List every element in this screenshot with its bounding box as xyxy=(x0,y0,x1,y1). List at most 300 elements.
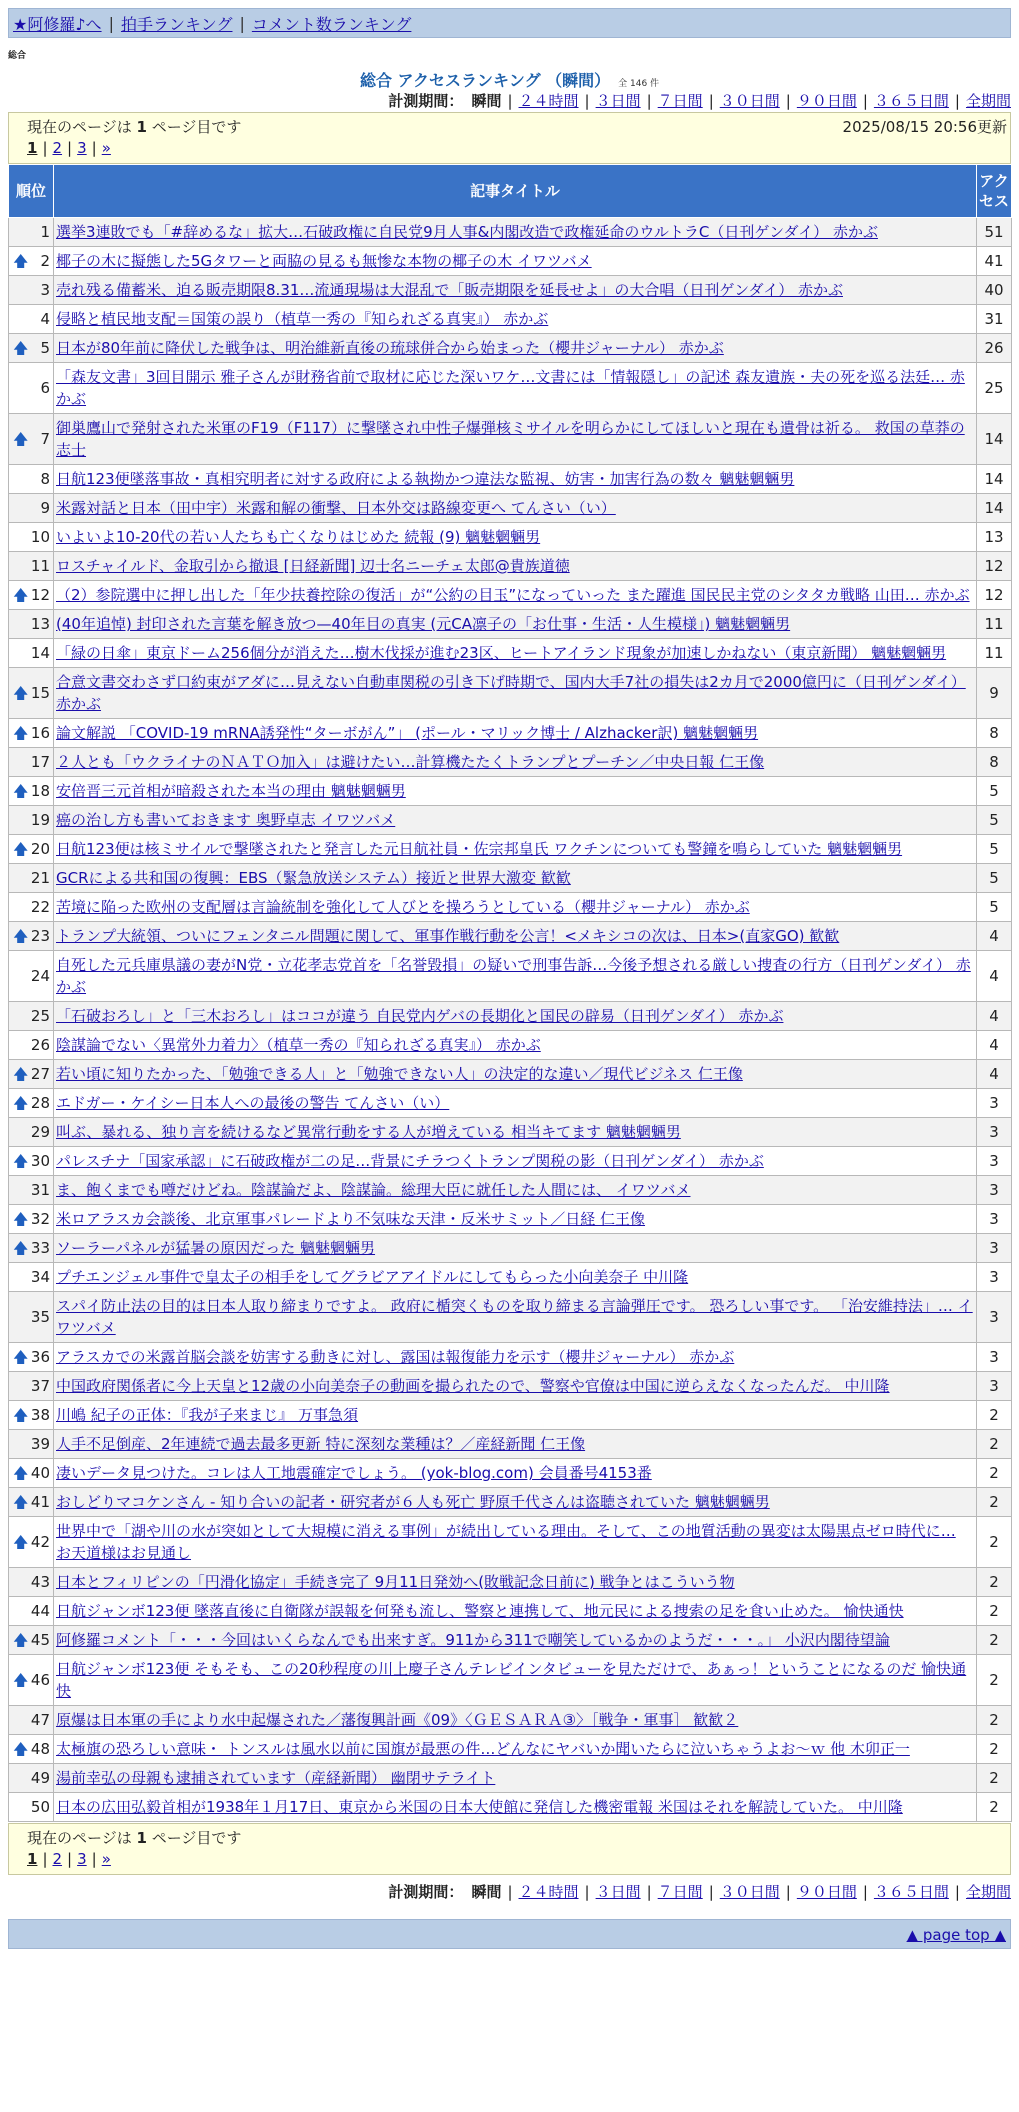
rank-cell xyxy=(9,334,54,363)
access-count: 41 xyxy=(977,247,1012,276)
rank-up-icon: 🡅 xyxy=(13,724,29,742)
access-count: 5 xyxy=(977,777,1012,806)
rank-number: 48 xyxy=(30,1740,50,1758)
table-row xyxy=(9,305,1012,334)
rank-up-icon: 🡅 xyxy=(13,1094,29,1112)
pager-current: 1 xyxy=(27,139,38,157)
rank-cell xyxy=(9,1205,54,1234)
rank-number: 6 xyxy=(40,379,50,397)
access-count: 3 xyxy=(977,1292,1012,1343)
rank-number: 9 xyxy=(40,499,50,517)
access-count: 2 xyxy=(977,1430,1012,1459)
access-count: 3 xyxy=(977,1372,1012,1401)
article-link[interactable]: トランプ大統領、ついにフェンタニル問題に関して、軍事作戦行動を公言！<メキシコの次は、日本>(直家GO) 歓歓 xyxy=(56,927,840,945)
article-link[interactable]: 湯前幸弘の母親も逮捕されています（産経新聞） 幽閉サテライト xyxy=(56,1769,496,1787)
rank-cell xyxy=(9,1147,54,1176)
rank-cell xyxy=(9,1764,54,1793)
title-cell xyxy=(54,1147,977,1176)
table-row xyxy=(9,1488,1012,1517)
period-link[interactable]: ２４時間 xyxy=(518,1883,579,1901)
rank-cell xyxy=(9,951,54,1002)
table-row xyxy=(9,610,1012,639)
article-link[interactable]: スパイ防止法の目的は日本人取り締まりですよ。 政府に楯突くものを取り締まる言論弾圧です。 恐ろしい事です。 「治安維持法」… イワツバメ xyxy=(56,1297,973,1337)
rank-number: 20 xyxy=(30,840,50,858)
rank-number: 11 xyxy=(30,557,50,575)
access-count: 2 xyxy=(977,1597,1012,1626)
rank-up-icon: 🡅 xyxy=(13,1740,29,1758)
table-row xyxy=(9,1176,1012,1205)
table-row xyxy=(9,1118,1012,1147)
rank-number: 2 xyxy=(40,252,50,270)
article-link[interactable]: おしどりマコケンさん - 知り合いの記者・研究者が６人も死亡 野原千代さんは盗聴されていた 魑魅魍魎男 xyxy=(56,1493,770,1511)
access-count: 3 xyxy=(977,1089,1012,1118)
rank-number: 34 xyxy=(30,1268,50,1286)
title-cell xyxy=(54,1430,977,1459)
access-count: 5 xyxy=(977,893,1012,922)
access-count: 8 xyxy=(977,719,1012,748)
period-link[interactable]: 全期間 xyxy=(965,1883,1011,1901)
period-link[interactable]: ７日間 xyxy=(657,92,703,110)
access-count: 2 xyxy=(977,1735,1012,1764)
title-cell xyxy=(54,777,977,806)
article-link[interactable]: 選挙3連敗でも「#辞めるな」拡大…石破政権に自民党9月人事&内閣改造で政権延命のウルトラC（日刊ゲンダイ） 赤かぶ xyxy=(56,223,878,241)
table-row xyxy=(9,864,1012,893)
article-link[interactable]: エドガー・ケイシー日本人への最後の警告 てんさい（い） xyxy=(56,1094,450,1112)
rank-number: 33 xyxy=(30,1239,50,1257)
access-count: 2 xyxy=(977,1626,1012,1655)
table-row xyxy=(9,494,1012,523)
period-current: 瞬間 xyxy=(471,92,502,110)
rank-up-icon: 🡅 xyxy=(13,684,29,702)
article-link[interactable]: 人手不足倒産、2年連続で過去最多更新 特に深刻な業種は？／産経新聞 仁王像 xyxy=(56,1435,586,1453)
article-link[interactable]: ソーラーパネルが猛暑の原因だった 魑魅魍魎男 xyxy=(56,1239,376,1257)
access-count: 3 xyxy=(977,1176,1012,1205)
access-count: 3 xyxy=(977,1234,1012,1263)
table-row xyxy=(9,639,1012,668)
rank-up-icon: 🡅 xyxy=(13,1406,29,1424)
article-link[interactable]: アラスカでの米露首脳会談を妨害する動きに対し、露国は報復能力を示す（櫻井ジャーナル） 赤かぶ xyxy=(56,1348,735,1366)
rank-cell xyxy=(9,494,54,523)
article-link[interactable]: 椰子の木に擬態した5Gタワーと両脇の見るも無惨な本物の椰子の木 イワツバメ xyxy=(56,252,592,270)
article-link[interactable]: 日航ジャンボ123便 そもそも、この20秒程度の川上慶子さんテレビインタビューを見ただけで、あぁっ！ということになるのだ 愉快通快 xyxy=(56,1660,967,1700)
period-selector-bottom: 計測期間： 瞬間 | ２４時間 | ３日間 | ７日間 | ３０日間 | ９０日間 | ３６５日間 | 全期間 xyxy=(388,1883,1011,1901)
article-link[interactable]: 自死した元兵庫県議の妻がN党・立花孝志党首を「名誉毀損」の疑いで刑事告訴…今後予想される厳しい捜査の行方（日刊ゲンダイ） 赤かぶ xyxy=(56,956,971,996)
rank-cell xyxy=(9,1343,54,1372)
article-link[interactable]: 日航123便は核ミサイルで撃墜されたと発言した元日航社員・佐宗邦皇氏 ワクチンについても警鐘を鳴らしていた 魑魅魍魎男 xyxy=(56,840,903,858)
article-link[interactable]: 日航123便墜落事故・真相究明者に対する政府による執拗かつ違法な監視、妨害・加害行為の数々 魑魅魍魎男 xyxy=(56,470,795,488)
title-cell xyxy=(54,1372,977,1401)
article-link[interactable]: 御巣鷹山で発射された米軍のF19（F117）に撃墜され中性子爆弾核ミサイルを明らかにしてほしいと現在も遺骨は祈る。 救国の草莽の志士 xyxy=(56,419,965,459)
access-count: 3 xyxy=(977,1147,1012,1176)
period-link[interactable]: 全期間 xyxy=(965,92,1011,110)
rank-number: 29 xyxy=(30,1123,50,1141)
rank-cell xyxy=(9,1735,54,1764)
article-link[interactable]: 売れ残る備蓄米、迫る販売期限8.31…流通現場は大混乱で「販売期限を延長せよ」の大合唱（日刊ゲンダイ） 赤かぶ xyxy=(56,281,843,299)
rank-cell xyxy=(9,305,54,334)
rank-cell xyxy=(9,247,54,276)
article-link[interactable]: ロスチャイルド、金取引から撤退 [日経新聞] 辺士名ニーチェ太郎@貴族道徳 xyxy=(56,557,570,575)
rank-number: 19 xyxy=(30,811,50,829)
article-link[interactable]: 日本とフィリピンの「円滑化協定」手続き完了 9月11日発効へ(敗戦記念日前に) 戦争とはこういう物 xyxy=(56,1573,735,1591)
table-row xyxy=(9,1401,1012,1430)
rank-number: 3 xyxy=(40,281,50,299)
table-row xyxy=(9,806,1012,835)
title-cell xyxy=(54,1343,977,1372)
period-current-bottom: 瞬間 xyxy=(471,1883,502,1901)
table-row xyxy=(9,922,1012,951)
article-link[interactable]: 侵略と植民地支配＝国策の誤り（植草一秀の『知られざる真実』） 赤かぶ xyxy=(56,310,549,328)
top-nav-bar: ★阿修羅♪へ | 拍手ランキング | コメント数ランキング xyxy=(8,8,1011,38)
table-row xyxy=(9,748,1012,777)
title-cell xyxy=(54,748,977,777)
title-cell xyxy=(54,1089,977,1118)
title-cell xyxy=(54,1002,977,1031)
period-link[interactable]: ３６５日間 xyxy=(873,1883,949,1901)
table-row xyxy=(9,1517,1012,1568)
rank-cell xyxy=(9,610,54,639)
rank-number: 44 xyxy=(30,1602,50,1620)
rank-cell xyxy=(9,1706,54,1735)
period-link[interactable]: ２４時間 xyxy=(518,92,579,110)
rank-up-icon: 🡅 xyxy=(13,586,29,604)
title-cell xyxy=(54,276,977,305)
column-header-access: アクセス xyxy=(977,165,1012,218)
page-title-text: 総合 アクセスランキング （瞬間） xyxy=(359,71,611,90)
access-count: 2 xyxy=(977,1517,1012,1568)
rank-cell xyxy=(9,1031,54,1060)
article-link[interactable]: 安倍晋三元首相が暗殺された本当の理由 魑魅魍魎男 xyxy=(56,782,406,800)
rank-cell xyxy=(9,1517,54,1568)
table-row xyxy=(9,1372,1012,1401)
column-header-title: 記事タイトル xyxy=(54,165,977,218)
access-count: 2 xyxy=(977,1568,1012,1597)
title-cell xyxy=(54,1793,977,1822)
title-cell xyxy=(54,719,977,748)
article-link[interactable]: 世界中で「湖や川の水が突如として大規模に消える事例」が続出している理由。そして、この地質活動の異変は太陽黒点ゼロ時代に… お天道様はお見通し xyxy=(56,1522,956,1562)
table-row xyxy=(9,835,1012,864)
rank-up-icon: 🡅 xyxy=(13,252,29,270)
access-count: 3 xyxy=(977,1118,1012,1147)
access-count: 8 xyxy=(977,748,1012,777)
title-cell xyxy=(54,218,977,247)
article-link[interactable]: プチエンジェル事件で皇太子の相手をしてグラビアアイドルにしてもらった小向美奈子 中川隆 xyxy=(56,1268,689,1286)
footer-bar xyxy=(8,1919,1011,1949)
current-page-text-bottom: 現在のページは 1 ページ目です xyxy=(27,1829,242,1847)
page-top-link[interactable]: ▲ page top ▲ xyxy=(906,1926,1006,1944)
access-count: 4 xyxy=(977,1002,1012,1031)
rank-number: 27 xyxy=(30,1065,50,1083)
access-count: 2 xyxy=(977,1459,1012,1488)
title-cell xyxy=(54,1568,977,1597)
period-link[interactable]: ３日間 xyxy=(595,92,641,110)
rank-up-icon: 🡅 xyxy=(13,1533,29,1551)
table-row xyxy=(9,1147,1012,1176)
table-row xyxy=(9,777,1012,806)
title-cell xyxy=(54,1263,977,1292)
title-cell xyxy=(54,1401,977,1430)
access-count: 31 xyxy=(977,305,1012,334)
rank-cell xyxy=(9,922,54,951)
access-count: 2 xyxy=(977,1401,1012,1430)
rank-up-icon: 🡅 xyxy=(13,1348,29,1366)
rank-up-icon: 🡅 xyxy=(13,1210,29,1228)
table-row xyxy=(9,1060,1012,1089)
title-cell xyxy=(54,1517,977,1568)
pager: 1 | 2 | 3 | » xyxy=(27,139,111,157)
table-row xyxy=(9,1430,1012,1459)
article-link[interactable]: 若い頃に知りたかった、「勉強できる人」と「勉強できない人」の決定的な違い／現代ビジネス 仁王像 xyxy=(56,1065,743,1083)
title-cell xyxy=(54,1459,977,1488)
rank-number: 10 xyxy=(30,528,50,546)
title-cell xyxy=(54,864,977,893)
period-link[interactable]: ７日間 xyxy=(657,1883,703,1901)
period-label-bottom: 計測期間： xyxy=(388,1883,464,1901)
rank-cell xyxy=(9,719,54,748)
rank-number: 7 xyxy=(40,430,50,448)
article-link[interactable]: パレスチナ「国家承認」に石破政権が二の足…背景にチラつくトランプ関税の影（日刊ゲンダイ） 赤かぶ xyxy=(56,1152,764,1170)
title-cell xyxy=(54,639,977,668)
rank-number: 8 xyxy=(40,470,50,488)
access-count: 11 xyxy=(977,610,1012,639)
rank-up-icon: 🡅 xyxy=(13,927,29,945)
article-link[interactable]: 「石破おろし」と「三木おろし」はココが違う 自民党内ゲバの長期化と国民の辟易（日刊ゲンダイ） 赤かぶ xyxy=(56,1007,784,1025)
access-count: 3 xyxy=(977,1205,1012,1234)
table-row xyxy=(9,668,1012,719)
access-count: 4 xyxy=(977,922,1012,951)
rank-cell xyxy=(9,1401,54,1430)
period-link[interactable]: ３日間 xyxy=(595,1883,641,1901)
access-count: 9 xyxy=(977,668,1012,719)
title-cell xyxy=(54,1234,977,1263)
rank-cell xyxy=(9,581,54,610)
article-link[interactable]: （2）参院選中に押し出した「年少扶養控除の復活」が“公約の目玉”になっていった また躍進 国民民主党のシタタカ戦略 山田… 赤かぶ xyxy=(56,586,970,604)
comment-ranking-link[interactable]: コメント数ランキング xyxy=(251,14,412,34)
access-count: 14 xyxy=(977,414,1012,465)
article-link[interactable]: 日本が80年前に降伏した戦争は、明治維新直後の琉球併合から始まった（櫻井ジャーナル） 赤かぶ xyxy=(56,339,724,357)
access-count: 51 xyxy=(977,218,1012,247)
rank-number: 24 xyxy=(30,967,50,985)
period-link[interactable]: ３６５日間 xyxy=(873,92,949,110)
article-link[interactable]: 日本の広田弘毅首相が1938年１月17日、東京から米国の日本大使館に発信した機密電報 米国はそれを解読していた。 中川隆 xyxy=(56,1798,903,1816)
title-cell xyxy=(54,1488,977,1517)
clap-ranking-link[interactable]: 拍手ランキング xyxy=(120,14,233,34)
rank-cell xyxy=(9,1060,54,1089)
article-link[interactable]: ま、飽くまでも噂だけどね。陰謀論だよ、陰謀論。総理大臣に就任した人間には、 イワツバメ xyxy=(56,1181,691,1199)
title-cell xyxy=(54,414,977,465)
title-cell xyxy=(54,922,977,951)
access-count: 2 xyxy=(977,1706,1012,1735)
rank-cell xyxy=(9,218,54,247)
rank-up-icon: 🡅 xyxy=(13,1671,29,1689)
page xyxy=(8,8,1011,1949)
rank-cell xyxy=(9,893,54,922)
article-link[interactable]: 論文解説 「COVID-19 mRNA誘発性“ターボがん”」 (ポール・マリック博士 / Alzhacker訳) 魑魅魍魎男 xyxy=(56,724,759,742)
rank-up-icon: 🡅 xyxy=(13,339,29,357)
title-cell xyxy=(54,1706,977,1735)
table-row xyxy=(9,1002,1012,1031)
rank-up-icon: 🡅 xyxy=(13,1152,29,1170)
table-row xyxy=(9,1031,1012,1060)
article-link[interactable]: 日航ジャンボ123便 墜落直後に自衛隊が誤報を何発も流し、警察と連携して、地元民による捜索の足を食い止めた。 愉快通快 xyxy=(56,1602,904,1620)
pager-next[interactable]: » xyxy=(101,1850,111,1868)
table-row xyxy=(9,465,1012,494)
access-count: 14 xyxy=(977,494,1012,523)
table-row xyxy=(9,1793,1012,1822)
article-link[interactable]: 癌の治し方も書いておきます 奥野卓志 イワツバメ xyxy=(56,811,396,829)
rank-up-icon: 🡅 xyxy=(13,782,29,800)
period-link[interactable]: ９０日間 xyxy=(796,92,857,110)
rank-cell xyxy=(9,1568,54,1597)
rank-cell xyxy=(9,1118,54,1147)
article-link[interactable]: 太極旗の恐ろしい意味・ トンスルは風水以前に国旗が最悪の件…どんなにヤバいか聞いたらに泣いちゃうよお～ｗ 他 木卯正一 xyxy=(56,1740,910,1758)
rank-up-icon: 🡅 xyxy=(13,430,29,448)
table-row xyxy=(9,719,1012,748)
article-link[interactable]: 米ロアラスカ会談後、北京軍事パレードより不気味な天津・反米サミット／日経 仁王像 xyxy=(56,1210,646,1228)
article-link[interactable]: 川嶋 紀子の正体：『我が子来まじ』 万事急須 xyxy=(56,1406,359,1424)
rank-up-icon: 🡅 xyxy=(13,1493,29,1511)
table-row xyxy=(9,363,1012,414)
rank-cell xyxy=(9,748,54,777)
title-cell xyxy=(54,494,977,523)
table-row xyxy=(9,1626,1012,1655)
rank-cell xyxy=(9,639,54,668)
access-count: 2 xyxy=(977,1764,1012,1793)
rank-cell xyxy=(9,363,54,414)
title-cell xyxy=(54,305,977,334)
home-link[interactable]: ★阿修羅♪へ xyxy=(13,14,102,34)
rank-number: 23 xyxy=(30,927,50,945)
access-count: 12 xyxy=(977,552,1012,581)
rank-number: 5 xyxy=(40,339,50,357)
pager-link[interactable]: 3 xyxy=(77,139,87,157)
pager-link[interactable]: 2 xyxy=(52,139,63,157)
table-row xyxy=(9,1343,1012,1372)
title-cell xyxy=(54,893,977,922)
rank-cell xyxy=(9,465,54,494)
access-count: 14 xyxy=(977,465,1012,494)
rank-number: 1 xyxy=(40,223,50,241)
rank-cell xyxy=(9,1459,54,1488)
title-cell xyxy=(54,1597,977,1626)
article-link[interactable]: 米露対話と日本（田中宇）米露和解の衝撃、日本外交は路線変更へ てんさい（い） xyxy=(56,499,616,517)
access-count: 4 xyxy=(977,1031,1012,1060)
page-info-box-bottom xyxy=(8,1823,1011,1875)
article-link[interactable]: 苦境に陥った欧州の支配層は言論統制を強化して人びとを操ろうとしている（櫻井ジャーナル） 赤かぶ xyxy=(56,898,750,916)
title-cell xyxy=(54,1626,977,1655)
rank-number: 22 xyxy=(30,898,50,916)
rank-number: 13 xyxy=(30,615,50,633)
title-cell xyxy=(54,581,977,610)
rank-number: 14 xyxy=(30,644,50,662)
rank-number: 45 xyxy=(30,1631,50,1649)
rank-number: 31 xyxy=(30,1181,50,1199)
access-count: 2 xyxy=(977,1793,1012,1822)
access-count: 26 xyxy=(977,334,1012,363)
article-link[interactable]: 原爆は日本軍の手により水中起爆された／藩復興計画《09》〈ＧＥＳＡＲＡ③〉［戦争・軍事］ 歓歓２ xyxy=(56,1711,739,1729)
access-count: 12 xyxy=(977,581,1012,610)
rank-cell xyxy=(9,1234,54,1263)
table-row xyxy=(9,1459,1012,1488)
table-row xyxy=(9,1234,1012,1263)
rank-number: 21 xyxy=(30,869,50,887)
article-link[interactable]: いよいよ10-20代の若い人たちも亡くなりはじめた 続報 (9) 魑魅魍魎男 xyxy=(56,528,541,546)
table-row xyxy=(9,523,1012,552)
rank-cell xyxy=(9,668,54,719)
rank-number: 36 xyxy=(30,1348,50,1366)
title-cell xyxy=(54,523,977,552)
pager-link[interactable]: 2 xyxy=(52,1850,63,1868)
rank-number: 26 xyxy=(30,1036,50,1054)
title-cell xyxy=(54,465,977,494)
rank-cell xyxy=(9,806,54,835)
table-row xyxy=(9,1655,1012,1706)
article-link[interactable]: GCRによる共和国の復興：EBS（緊急放送システム）接近と世界大激変 歓歓 xyxy=(56,869,571,887)
title-cell xyxy=(54,951,977,1002)
current-page-text: 現在のページは 1 ページ目です xyxy=(27,118,242,136)
rank-cell xyxy=(9,1626,54,1655)
rank-number: 28 xyxy=(30,1094,50,1112)
rank-number: 43 xyxy=(30,1573,50,1591)
period-link[interactable]: ９０日間 xyxy=(796,1883,857,1901)
article-link[interactable]: 「森友文書」3回目開示 雅子さんが財務省前で取材に応じた深いワケ…文書には「情報隠し」の記述 森友遺族・夫の死を巡る法廷… 赤かぶ xyxy=(56,368,965,408)
rank-number: 15 xyxy=(30,684,50,702)
period-link[interactable]: ３０日間 xyxy=(719,1883,780,1901)
article-link[interactable]: 阿修羅コメント「・・・今回はいくらなんでも出来すぎ。911から311で嘲笑しているかのようだ・・・。」 小沢内閣待望論 xyxy=(56,1631,890,1649)
article-link[interactable]: ２人とも「ウクライナのＮＡＴＯ加入」は避けたい…計算機たたくトランプとプーチン／中央日報 仁王像 xyxy=(56,753,765,771)
article-link[interactable]: 凄いデータ見つけた。コレは人工地震確定でしょう。 (yok-blog.com) 会員番号4153番 xyxy=(56,1464,652,1482)
table-row xyxy=(9,581,1012,610)
updated-timestamp: 2025/08/15 20:56更新 xyxy=(842,118,1007,136)
table-row xyxy=(9,1706,1012,1735)
rank-cell xyxy=(9,1430,54,1459)
table-row xyxy=(9,951,1012,1002)
title-cell xyxy=(54,363,977,414)
article-link[interactable]: 陰謀論でない〈異常外力着力〉（植草一秀の『知られざる真実』） 赤かぶ xyxy=(56,1036,541,1054)
article-link[interactable]: (40年追悼) 封印された言葉を解き放つ—40年目の真実 (元CA凛子の「お仕事・生活・人生模様」) 魑魅魍魎男 xyxy=(56,615,791,633)
table-row xyxy=(9,414,1012,465)
rank-number: 25 xyxy=(30,1007,50,1025)
rank-number: 30 xyxy=(30,1152,50,1170)
pager-next[interactable]: » xyxy=(101,139,111,157)
title-cell xyxy=(54,552,977,581)
access-count: 40 xyxy=(977,276,1012,305)
title-cell xyxy=(54,1735,977,1764)
table-row xyxy=(9,247,1012,276)
total-count: 全 146 件 xyxy=(618,79,660,89)
ranking-table xyxy=(8,164,1012,1822)
access-count: 25 xyxy=(977,363,1012,414)
period-link[interactable]: ３０日間 xyxy=(719,92,780,110)
article-link[interactable]: 「緑の日傘」東京ドーム256個分が消えた…樹木伐採が進む23区、ヒートアイランド現象が加速しかねない（東京新聞） 魑魅魍魎男 xyxy=(56,644,947,662)
rank-number: 17 xyxy=(30,753,50,771)
table-row xyxy=(9,1597,1012,1626)
rank-number: 16 xyxy=(30,724,50,742)
access-count: 11 xyxy=(977,639,1012,668)
article-link[interactable]: 中国政府関係者に今上天皇と12歳の小向美奈子の動画を撮られたので、警察や官僚は中国に逆らえなくなったんだ。 中川隆 xyxy=(56,1377,890,1395)
access-count: 13 xyxy=(977,523,1012,552)
rank-number: 12 xyxy=(30,586,50,604)
access-count: 3 xyxy=(977,1343,1012,1372)
pager-link[interactable]: 3 xyxy=(77,1850,87,1868)
category-label: 総合 xyxy=(8,51,27,61)
article-link[interactable]: 叫ぶ、暴れる、独り言を続けるなど異常行動をする人が増えている 相当キてます 魑魅魍魎男 xyxy=(56,1123,681,1141)
title-cell xyxy=(54,806,977,835)
table-row xyxy=(9,334,1012,363)
rank-cell xyxy=(9,1292,54,1343)
article-link[interactable]: 合意文書交わさず口約束がアダに…見えない自動車関税の引き下げ時期で、国内大手7社の損失は2カ月で2000億円に（日刊ゲンダイ） 赤かぶ xyxy=(56,673,966,713)
title-cell xyxy=(54,1031,977,1060)
access-count: 5 xyxy=(977,806,1012,835)
